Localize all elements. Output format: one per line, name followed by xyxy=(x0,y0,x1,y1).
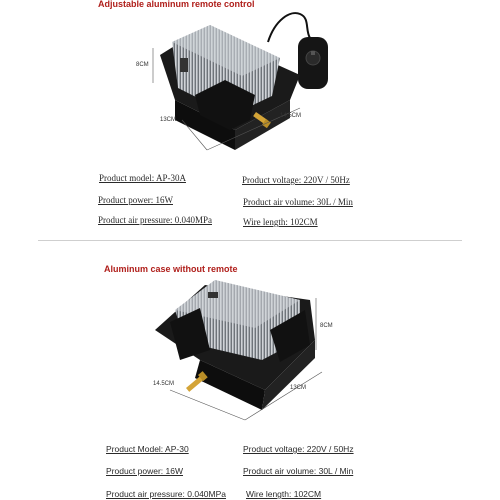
spec-wire-1: Wire length: 102CM xyxy=(243,217,318,227)
spec-volume-1: Product air volume: 30L / Min xyxy=(243,197,353,207)
pump-housing-1 xyxy=(160,25,300,150)
spec-wire-2: Wire length: 102CM xyxy=(246,489,322,499)
spec-voltage-2: Product voltage: 220V / 50Hz xyxy=(243,444,354,454)
spec-voltage-1: Product voltage: 220V / 50Hz xyxy=(242,175,350,185)
dimension-label-width-1: 14.5CM xyxy=(280,113,302,119)
section-divider xyxy=(38,240,462,241)
dimension-label-height-2: 8CM xyxy=(320,323,333,329)
dimension-label-length-1: 13CM xyxy=(160,117,177,123)
spec-volume-2: Product air volume: 30L / Min xyxy=(243,466,354,476)
dimension-label-height-1: 8CM xyxy=(136,62,149,68)
section2-heading: Aluminum case without remote xyxy=(104,264,238,274)
spec-pressure-1: Product air pressure: 0.040MPa xyxy=(98,215,212,225)
dimension-label-length-2: 13CM xyxy=(290,385,307,391)
spec-power-2: Product power: 16W xyxy=(106,466,184,476)
dimension-label-width-2: 14.5CM xyxy=(153,381,175,387)
spec-model-1: Product model: AP-30A xyxy=(99,173,186,183)
remote-controller xyxy=(298,37,328,89)
spec-pressure-2: Product air pressure: 0.040MPa xyxy=(106,489,227,499)
spec-power-1: Product power: 16W xyxy=(98,195,173,205)
section1-heading: Adjustable aluminum remote control xyxy=(98,0,255,9)
spec-model-2: Product Model: AP-30 xyxy=(106,444,189,454)
